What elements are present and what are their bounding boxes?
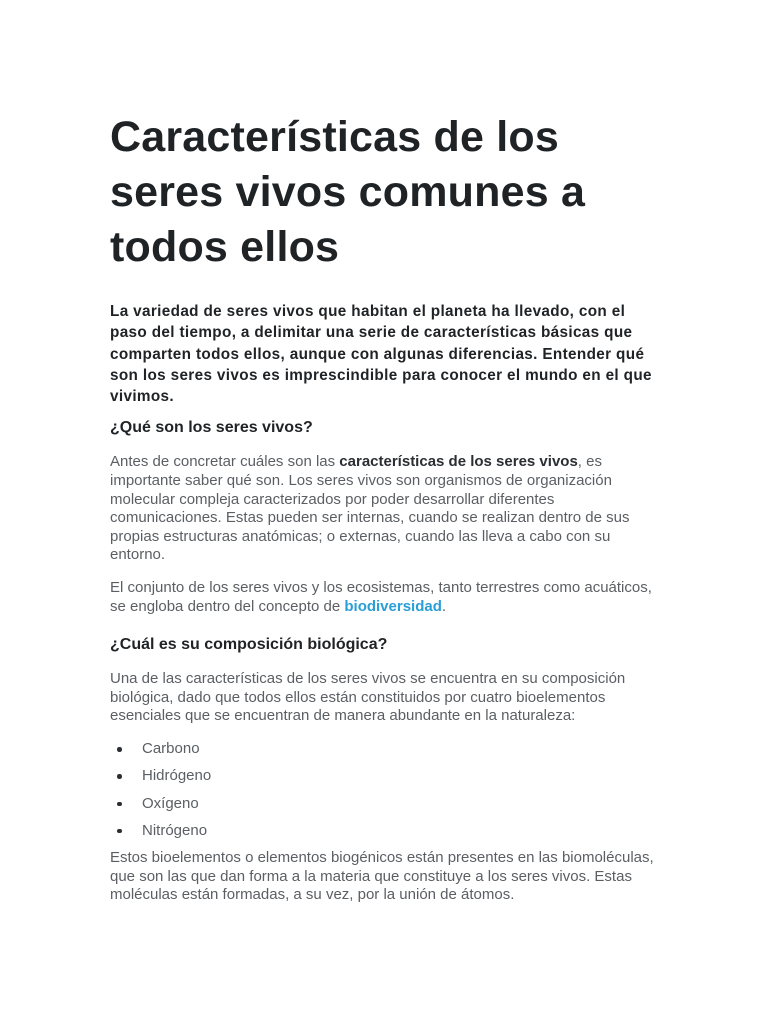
list-item-label: Nitrógeno	[142, 821, 208, 839]
list-item-label: Oxígeno	[142, 794, 199, 812]
lead-paragraph: La variedad de seres vivos que habitan el planeta ha llevado, con el paso del tiempo, a delimitar una serie de características básicas que comparten todos ellos, aunque con algunas diferencias. Entender qué son los seres vivos es imprescindible para conocer el mundo en el que vivimos.	[110, 303, 652, 406]
bullet-icon	[117, 829, 122, 834]
list-item	[110, 822, 660, 840]
paragraph-composition: Una de las características de los seres vivos se encuentra en su composición biológica, dado que todos ellos están constituidos por cuatro bioelementos esenciales que se encuentran de manera abundante en la naturaleza:	[110, 670, 626, 725]
paragraph-biomolecules: Estos bioelementos o elementos biogénicos están presentes en las biomoléculas, que son las que dan forma a la materia que constituye a los seres vivos. Estas moléculas están formadas, a su vez, por la unión de átomos.	[110, 849, 654, 904]
biodiversity-link[interactable]: biodiversidad	[344, 597, 442, 615]
bullet-icon	[117, 802, 122, 807]
paragraph-text: .	[441, 597, 447, 615]
article	[110, 110, 660, 905]
list-item	[110, 795, 660, 813]
paragraph-text: Antes de concretar cuáles son las	[110, 453, 340, 471]
section-heading-composition: ¿Cuál es su composición biológica?	[110, 636, 388, 654]
paragraph-text: , es importante saber qué son. Los seres vivos son organismos de organización molecular compleja caracterizados por poder desarrollar diferentes comunicaciones. Estas pueden ser internas, cuando se realizan dentro de sus propias estructuras anatómicas; o externas, cuando las lleva a cabo con su entorno.	[110, 453, 630, 564]
paragraph-definition	[110, 453, 660, 565]
list-item-label: Hidrógeno	[142, 767, 212, 785]
bioelements-list	[110, 740, 660, 840]
paragraph-text: El conjunto de los seres vivos y los ecosistemas, tanto terrestres como acuáticos, se engloba dentro del concepto de	[110, 579, 652, 615]
bullet-icon	[117, 774, 122, 779]
paragraph-biodiversity	[110, 579, 660, 616]
list-item	[110, 740, 660, 758]
list-item	[110, 767, 660, 785]
bullet-icon	[117, 747, 122, 752]
page-title: Características de los seres vivos comunes a todos ellos	[110, 113, 586, 271]
bold-term: características de los seres vivos	[339, 453, 578, 471]
list-item-label: Carbono	[142, 740, 200, 758]
section-heading-what-are-living-beings: ¿Qué son los seres vivos?	[110, 419, 313, 437]
